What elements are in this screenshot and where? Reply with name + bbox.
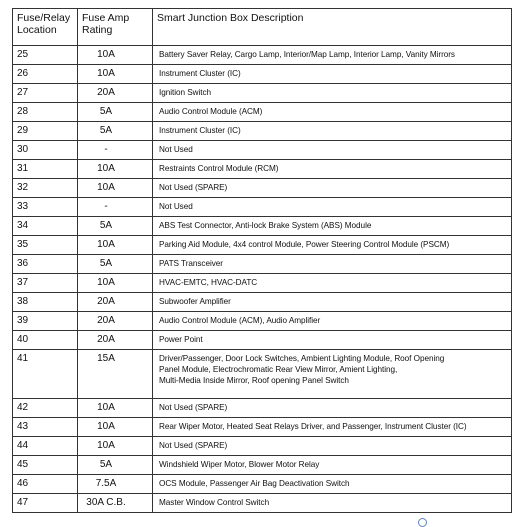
fuse-location-cell: 29 <box>13 122 78 141</box>
table-row <box>13 46 512 65</box>
fuse-amp-cell: 30A C.B. <box>78 494 153 513</box>
table-row <box>13 84 512 103</box>
fuse-description-cell: Windshield Wiper Motor, Blower Motor Relay <box>153 456 512 475</box>
fuse-amp-cell: - <box>78 198 153 217</box>
fuse-description-cell: Master Window Control Switch <box>153 494 512 513</box>
fuse-amp-cell: 20A <box>78 293 153 312</box>
description-line: Driver/Passenger, Door Lock Switches, Ambient Lighting Module, Roof Opening <box>159 354 445 363</box>
fuse-description-cell: HVAC-EMTC, HVAC-DATC <box>153 274 512 293</box>
fuse-location-cell: 34 <box>13 217 78 236</box>
table-row <box>13 350 512 399</box>
header-location-line2: Location <box>17 24 57 36</box>
description-line: Panel Module, Electrochromatic Rear View Mirror, Amient Lighting, <box>159 365 398 374</box>
table-row <box>13 331 512 350</box>
fuse-description-cell: Parking Aid Module, 4x4 control Module, Power Steering Control Module (PSCM) <box>153 236 512 255</box>
fuse-description-cell: Battery Saver Relay, Cargo Lamp, Interior/Map Lamp, Interior Lamp, Vanity Mirrors <box>153 46 512 65</box>
header-description-text: Smart Junction Box Description <box>157 12 304 24</box>
fuse-description-cell: Ignition Switch <box>153 84 512 103</box>
fuse-amp-cell: 10A <box>78 418 153 437</box>
fuse-description-cell: Audio Control Module (ACM), Audio Amplifier <box>153 312 512 331</box>
fuse-location-cell: 33 <box>13 198 78 217</box>
table-row <box>13 399 512 418</box>
fuse-description-cell: Instrument Cluster (IC) <box>153 122 512 141</box>
fuse-location-cell: 28 <box>13 103 78 122</box>
fuse-amp-cell: 20A <box>78 331 153 350</box>
fuse-location-cell: 39 <box>13 312 78 331</box>
fuse-description-cell: Not Used (SPARE) <box>153 437 512 456</box>
fuse-amp-cell: 5A <box>78 255 153 274</box>
table-row <box>13 255 512 274</box>
fuse-amp-cell: 5A <box>78 217 153 236</box>
table-row <box>13 103 512 122</box>
fuse-description-cell: Not Used <box>153 141 512 160</box>
table-row <box>13 198 512 217</box>
fuse-description-cell: Not Used <box>153 198 512 217</box>
header-amp-line1: Fuse Amp <box>82 12 130 24</box>
fuse-location-cell: 27 <box>13 84 78 103</box>
table-row <box>13 293 512 312</box>
fuse-description-cell: PATS Transceiver <box>153 255 512 274</box>
fuse-location-cell: 31 <box>13 160 78 179</box>
fuse-amp-cell: 10A <box>78 65 153 84</box>
fuse-description-cell: Subwoofer Amplifier <box>153 293 512 312</box>
fuse-location-cell: 35 <box>13 236 78 255</box>
fuse-table-container <box>12 8 511 513</box>
fuse-description-cell: ABS Test Connector, Anti-lock Brake System (ABS) Module <box>153 217 512 236</box>
fuse-location-cell: 30 <box>13 141 78 160</box>
fuse-amp-cell: 15A <box>78 350 153 399</box>
fuse-amp-cell: 7.5A <box>78 475 153 494</box>
description-line: Multi-Media Inside Mirror, Roof opening Panel Switch <box>159 376 349 385</box>
table-row <box>13 312 512 331</box>
fuse-description-cell: Power Point <box>153 331 512 350</box>
fuse-amp-cell: 5A <box>78 456 153 475</box>
fuse-amp-cell: 20A <box>78 84 153 103</box>
fuse-location-cell: 47 <box>13 494 78 513</box>
circle-icon <box>418 518 427 527</box>
fuse-amp-cell: 10A <box>78 46 153 65</box>
fuse-amp-cell: 10A <box>78 274 153 293</box>
fuse-amp-cell: 10A <box>78 399 153 418</box>
header-location-line1: Fuse/Relay <box>17 12 71 24</box>
fuse-amp-cell: 10A <box>78 437 153 456</box>
table-row <box>13 217 512 236</box>
fuse-location-cell: 44 <box>13 437 78 456</box>
fuse-description-cell: Not Used (SPARE) <box>153 399 512 418</box>
fuse-description-cell: Restraints Control Module (RCM) <box>153 160 512 179</box>
fuse-location-cell: 37 <box>13 274 78 293</box>
table-row <box>13 475 512 494</box>
fuse-description-cell: Instrument Cluster (IC) <box>153 65 512 84</box>
fuse-amp-cell: 10A <box>78 179 153 198</box>
table-row <box>13 456 512 475</box>
fuse-amp-cell: - <box>78 141 153 160</box>
fuse-location-cell: 36 <box>13 255 78 274</box>
fuse-location-cell: 26 <box>13 65 78 84</box>
fuse-description-cell: Not Used (SPARE) <box>153 179 512 198</box>
fuse-location-cell: 32 <box>13 179 78 198</box>
table-row <box>13 418 512 437</box>
table-row <box>13 236 512 255</box>
fuse-description-cell <box>153 350 512 399</box>
header-location <box>13 9 78 46</box>
fuse-description-cell: Rear Wiper Motor, Heated Seat Relays Driver, and Passenger, Instrument Cluster (IC) <box>153 418 512 437</box>
fuse-location-cell: 40 <box>13 331 78 350</box>
header-description <box>153 9 512 46</box>
fuse-location-cell: 25 <box>13 46 78 65</box>
table-row <box>13 65 512 84</box>
fuse-amp-cell: 5A <box>78 103 153 122</box>
fuse-location-cell: 46 <box>13 475 78 494</box>
fuse-amp-cell: 5A <box>78 122 153 141</box>
fuse-location-cell: 43 <box>13 418 78 437</box>
fuse-amp-cell: 10A <box>78 236 153 255</box>
table-row <box>13 274 512 293</box>
header-amp-line2: Rating <box>82 24 113 36</box>
table-row <box>13 437 512 456</box>
fuse-table <box>12 8 512 513</box>
table-row <box>13 179 512 198</box>
header-amp <box>78 9 153 46</box>
fuse-description-cell: OCS Module, Passenger Air Bag Deactivation Switch <box>153 475 512 494</box>
table-row <box>13 122 512 141</box>
fuse-location-cell: 41 <box>13 350 78 399</box>
fuse-description-cell: Audio Control Module (ACM) <box>153 103 512 122</box>
fuse-location-cell: 45 <box>13 456 78 475</box>
fuse-location-cell: 42 <box>13 399 78 418</box>
fuse-amp-cell: 10A <box>78 160 153 179</box>
fuse-location-cell: 38 <box>13 293 78 312</box>
table-row <box>13 494 512 513</box>
table-row <box>13 141 512 160</box>
table-header-row <box>13 9 512 46</box>
fuse-amp-cell: 20A <box>78 312 153 331</box>
table-row <box>13 160 512 179</box>
